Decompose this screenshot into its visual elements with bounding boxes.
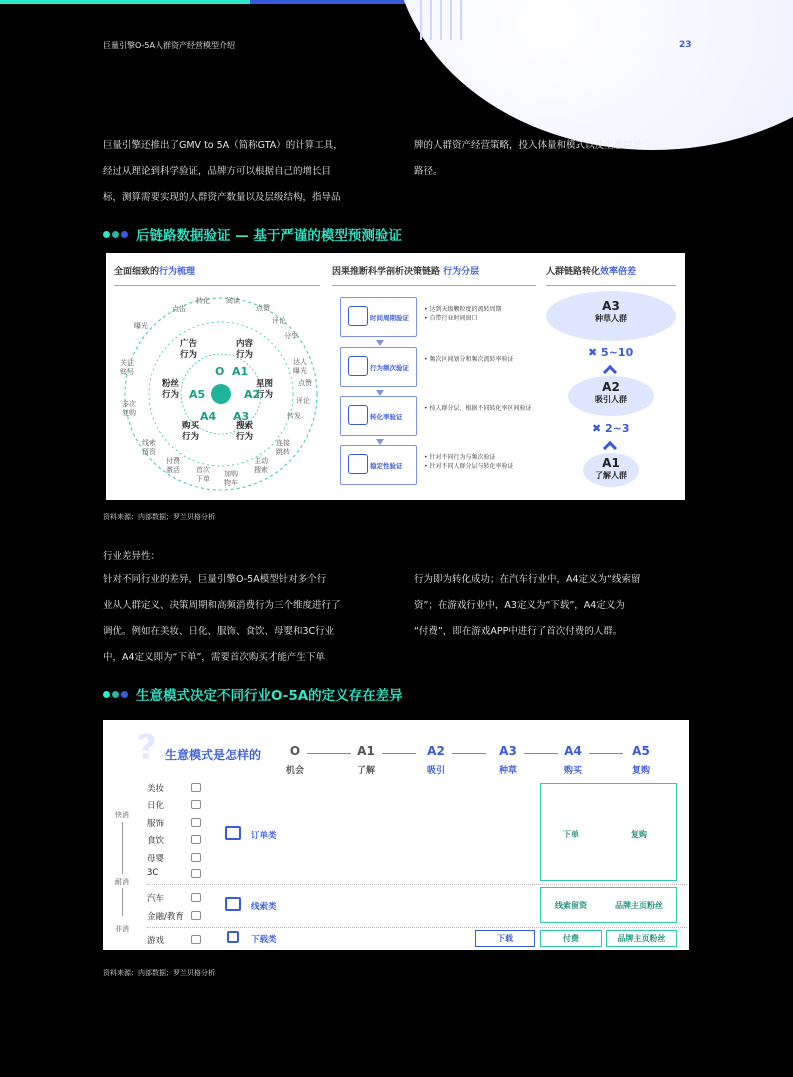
verification-label: 转化率验证 [370, 413, 403, 421]
text-line: 牌的人群资产经营策略，投入体量和模式以及生意增长 [414, 140, 643, 151]
stage-ellipse-a3 [546, 291, 676, 341]
verification-label: 行为频次验证 [370, 364, 409, 372]
stage-ellipse-a1 [583, 453, 639, 487]
text-line: 经过从理论到科学验证，品牌方可以根据自己的增长目 [103, 166, 332, 177]
wheel-node: 首次 下单 [196, 466, 210, 483]
wheel-node: 达人 曝光 [293, 358, 307, 375]
text-line: 针对不同行业的差异，巨量引擎O-5A模型针对多个行 [103, 574, 327, 585]
wheel-rings [120, 293, 322, 495]
text-line: 巨量引擎还推出了GMV to 5A（简称GTA）的计算工具， [103, 140, 343, 151]
frequency-label: 快消 [115, 811, 129, 819]
download-grid-icon [227, 931, 239, 943]
page-number: 23 [679, 40, 692, 50]
source-note-2: 资料来源：内部数据；罗兰贝格分析 [103, 969, 215, 977]
text-line: 路径。 [414, 166, 443, 177]
stage-connector [452, 753, 486, 754]
industry-label: 美妆 [147, 784, 165, 794]
stage-name: 了解 [356, 766, 375, 776]
figure-title: 生意模式是怎样的 [165, 748, 262, 762]
wheel-node: 主动 搜索 [254, 457, 268, 474]
industry-right-column [414, 567, 694, 645]
fans-stage-box [606, 930, 677, 947]
wheel-node: 付费 激活 [166, 457, 180, 474]
order-icon [225, 826, 241, 840]
running-header: 巨量引擎O-5A人群资产经营模型介绍 [103, 41, 235, 50]
figure-behavior-verification [106, 253, 685, 500]
stage-connector [307, 753, 351, 754]
stage-label: A5 [189, 388, 206, 401]
wheel-node: 曝光 [134, 322, 148, 330]
verification-label: 时间周期验证 [370, 314, 409, 322]
frequency-icon [348, 356, 368, 376]
wheel-node: 分享 [284, 332, 298, 340]
wheel-node: 点击 [172, 305, 186, 313]
text-line: 标，测算需要实现的人群资产数量以及层级结构，指导品 [103, 192, 341, 203]
industry-label: 汽车 [147, 894, 165, 904]
industry-label: 金融/教育 [147, 912, 184, 922]
wheel-node: 连接 跳转 [276, 439, 290, 456]
lead-form-icon [225, 897, 241, 911]
industry-subheading: 行业差异性： [103, 551, 161, 562]
industry-left-column [103, 567, 393, 671]
bottles-icon [191, 800, 201, 809]
stage-label: A4 [200, 410, 217, 423]
section-heading-2 [103, 684, 403, 704]
industry-label: 日化 [147, 801, 165, 811]
stage-label: O [215, 365, 225, 378]
intro-right-column [414, 133, 694, 185]
text-line: 业从人群定义、决策周期和高频消费行为三个维度进行了 [103, 600, 341, 611]
cell-lead-a5: 品牌主页粉丝 [615, 901, 663, 910]
stage-connector [382, 753, 416, 754]
cell-order-a4: 下单 [563, 830, 579, 839]
cell-dl-a4: 付费 [563, 934, 579, 943]
stage-code: A2 [427, 744, 445, 758]
stage-code: O [289, 744, 301, 758]
mode-label: 订单类 [251, 831, 277, 841]
wheel-node: 评论 [272, 317, 286, 325]
row-separator [147, 884, 687, 885]
people-icon [191, 911, 201, 920]
stage-code: A4 [564, 744, 582, 758]
wheel-node: 多次 复购 [122, 400, 136, 417]
text-line: “付费”，即在游戏APP中进行了首次付费的人群。 [414, 626, 623, 637]
multiplier-1: ✖ 5~10 [588, 346, 634, 359]
order-stage-box [540, 783, 677, 881]
industry-label: 服饰 [147, 819, 165, 829]
divider-line [114, 285, 320, 286]
car-icon [191, 893, 201, 902]
section-heading-text: 生意模式决定不同行业O-5A的定义存在差异 [136, 688, 403, 704]
bar-chart-icon [348, 405, 368, 425]
verification-bullets: • 频次区间划分和频次流转率验证 [424, 355, 534, 364]
stage-ellipse-a2 [568, 376, 654, 416]
device-icon [191, 869, 201, 878]
verification-box [340, 396, 417, 436]
download-stage-box [475, 930, 535, 947]
section-heading-text: 后链路数据验证 — 基于严谨的模型预测验证 [136, 228, 402, 244]
stage-code: A3 [499, 744, 517, 758]
figure-business-model-table [103, 720, 689, 950]
text-line: 资”；在游戏行业中，A3定义为“下载”，A4定义为 [414, 600, 625, 611]
cell-lead-a4: 线索留资 [555, 901, 587, 910]
verification-row [340, 297, 526, 337]
makeup-icon [191, 783, 201, 792]
wheel-node: 加购 物车 [224, 470, 238, 487]
baby-icon [191, 853, 201, 862]
text-line: 中，A4定义即为“下单”，需要首次购买才能产生下单 [103, 652, 325, 663]
mode-label: 线索类 [251, 902, 277, 912]
stage-name: 了解人群 [595, 471, 627, 480]
verification-label: 稳定性验证 [370, 462, 403, 470]
stage-code: A1 [357, 744, 375, 758]
stage-name: 吸引人群 [595, 395, 627, 404]
stage-code: A3 [602, 299, 620, 313]
cell-dl-a3: 下载 [497, 934, 513, 943]
verification-row [340, 347, 526, 387]
wheel-inner-label: 内容 行为 [236, 339, 254, 360]
industry-label: 食饮 [147, 836, 165, 846]
verification-bullets: • 按人群分层，根据不同转化率区间验证 [424, 404, 534, 413]
wheel-node: 线索 留资 [142, 439, 156, 456]
food-icon [191, 835, 201, 844]
stage-name: 购买 [563, 766, 582, 776]
stage-name: 机会 [285, 766, 304, 776]
arrow-down-icon [376, 340, 384, 346]
source-note-1: 资料来源：内部数据；罗兰贝格分析 [103, 513, 215, 521]
corner-stripes [420, 0, 480, 40]
calendar-icon [348, 306, 368, 326]
verification-row [340, 445, 526, 485]
lead-stage-box [540, 887, 677, 923]
verification-bullets: • 达到天级颗粒度的流转周期 • 自带行业时间窗口 [424, 305, 534, 323]
top-accent-bar-teal [0, 0, 250, 4]
bullet-dots-icon [103, 691, 128, 698]
wheel-node: 点赞 [298, 379, 312, 387]
wheel-node: 阅读 [226, 297, 240, 305]
stage-code: A2 [602, 380, 620, 394]
behavior-wheel [120, 293, 322, 495]
wheel-node: 点赞 [256, 304, 270, 312]
pay-stage-box [540, 930, 602, 947]
cell-order-a5: 复购 [631, 830, 647, 839]
industry-label: 母婴 [147, 854, 165, 864]
gamepad-icon [191, 935, 201, 944]
col1-title: 全面细致的行为梳理 [114, 267, 196, 277]
bullet-dots-icon [103, 231, 128, 238]
divider-line [332, 285, 536, 286]
wheel-node: 评论 [296, 397, 310, 405]
wheel-inner-label: 购买 行为 [182, 421, 200, 442]
wheel-inner-label: 粉丝 行为 [162, 379, 180, 400]
stage-name: 吸引 [426, 766, 445, 776]
stage-connector [589, 753, 623, 754]
industry-label: 游戏 [147, 936, 165, 946]
stage-label: A2 [244, 388, 261, 401]
frequency-label: 耐消 [115, 878, 129, 886]
stage-name: 种草 [498, 766, 517, 776]
industry-label: 3C [147, 868, 159, 878]
row-separator [147, 927, 687, 928]
divider-line [546, 285, 676, 286]
text-line: 调优。例如在美妆、日化、服饰、食饮、母婴和3C行业 [103, 626, 335, 637]
stage-name: 种草人群 [595, 314, 627, 323]
hanger-icon [191, 818, 201, 827]
multiplier-2: ✖ 2~3 [592, 422, 630, 435]
stage-name: 复购 [631, 766, 650, 776]
text-line: 行为即为转化成功；在汽车行业中，A4定义为“线索留 [414, 574, 641, 585]
col2-title: 因果推断科学剖析决策链路 行为分层 [332, 267, 480, 277]
wheel-inner-label: 搜索 行为 [236, 421, 254, 442]
intro-left-column [103, 133, 393, 211]
mode-label: 下载类 [251, 935, 277, 945]
stage-code: A1 [602, 456, 620, 470]
col3-title: 人群链路转化效率倍差 [546, 267, 637, 277]
frequency-label: 非消 [115, 925, 129, 933]
wheel-inner-label: 广告 行为 [180, 339, 198, 360]
wheel-node: 转发 [287, 412, 301, 420]
stage-code: A5 [632, 744, 650, 758]
stage-label: A3 [233, 410, 250, 423]
verification-box [340, 347, 417, 387]
section-heading-1 [103, 224, 402, 244]
cell-dl-a5: 品牌主页粉丝 [617, 934, 666, 943]
wheel-node: 转化 [196, 297, 210, 305]
verification-box [340, 297, 417, 337]
frequency-axis-line [122, 822, 123, 874]
verification-bullets: • 针对不同行为与频次验证 • 针对不同人群分层与转化率验证 [424, 453, 534, 471]
frequency-axis-line [122, 888, 123, 916]
question-mark-icon: ? [137, 728, 157, 768]
stage-label: A1 [232, 365, 249, 378]
wheel-inner-label: 星图 行为 [256, 379, 274, 400]
network-icon [348, 454, 368, 474]
wheel-node: 关注 账号 [120, 359, 134, 376]
verification-box [340, 445, 417, 485]
verification-row [340, 396, 532, 436]
